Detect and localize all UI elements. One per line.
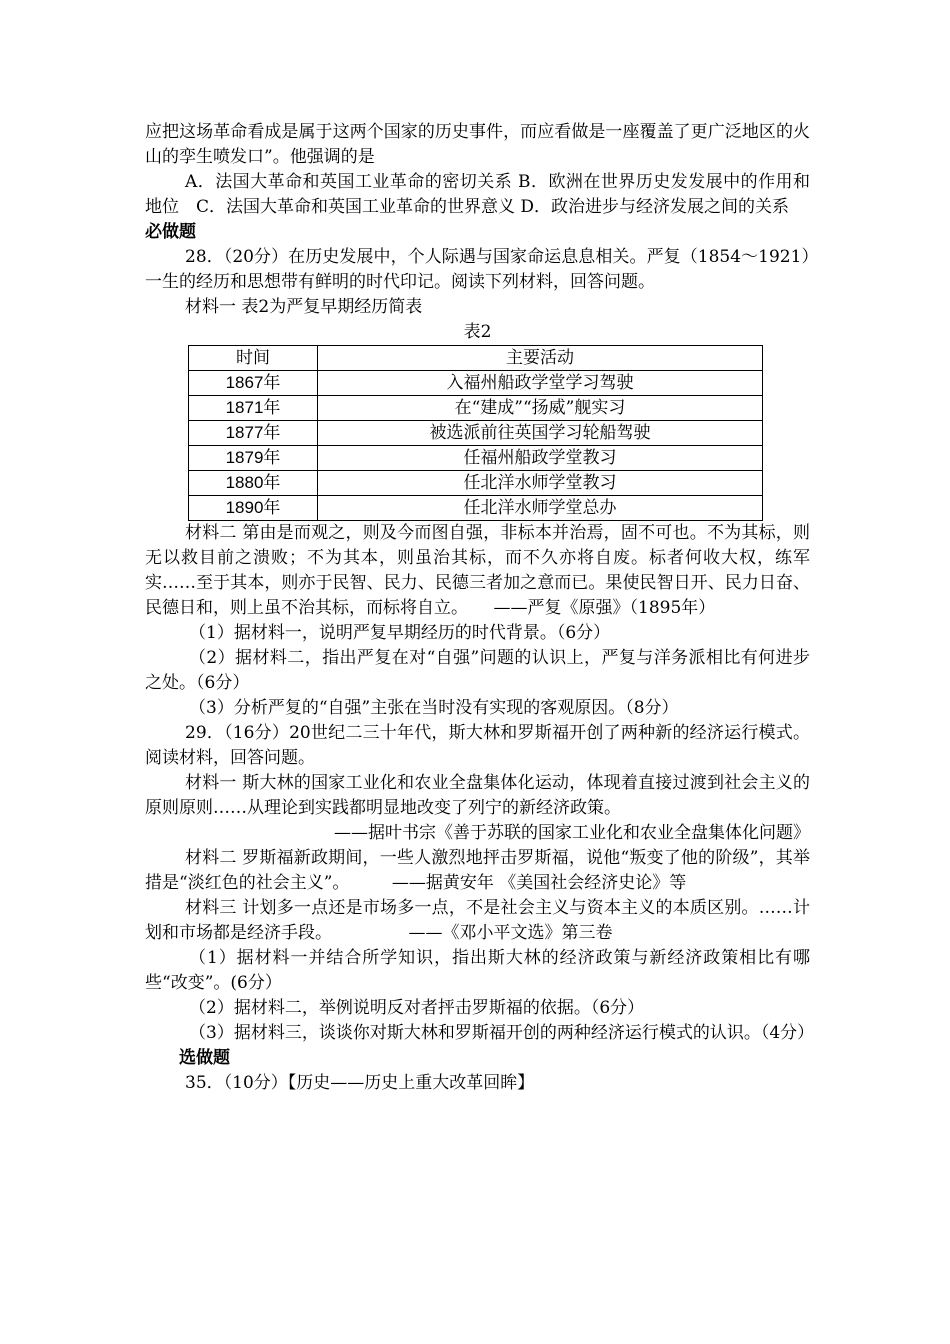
table-cell-activity: 任福州船政学堂教习 [318,446,763,471]
q29-material1-source: ——据叶书宗《善于苏联的国家工业化和农业全盘集体化问题》 [334,823,810,843]
table-cell-activity: 入福州船政学堂学习驾驶 [318,371,763,396]
table-cell-activity: 在“建成”“扬威”舰实习 [318,396,763,421]
q29-sub3: （3）据材料三，谈谈你对斯大林和罗斯福开创的两种经济运行模式的认识。（4分） [189,1023,815,1043]
table-cell-activity: 任北洋水师学堂总办 [318,496,763,521]
table-caption: 表2 [463,322,492,342]
table-cell-year: 1877年 [189,421,318,446]
table-cell-activity: 被选派前往英国学习轮船驾驶 [318,421,763,446]
table-row [189,371,763,396]
q29-material2: 材料二 罗斯福新政期间，一些人激烈地抨击罗斯福，说他“叛变了他的阶级”，其举措是“淡红色的社会主义”。 ——据黄安年 《美国社会经济史论》等 [145,848,810,893]
required-heading: 必做题 [145,222,196,242]
intro-options: A．法国大革命和英国工业革命的密切关系 B．欧洲在世界历史发发展中的作用和地位 C．法国大革命和英国工业革命的世界意义 D．政治进步与经济发展之间的关系 [145,172,810,217]
table-header-row [189,346,763,371]
table-cell-year: 1867年 [189,371,318,396]
table-row [189,471,763,496]
q28-material2: 材料二 第由是而观之，则及今而图自强，非标本并治焉，固不可也。不为其标，则无以救目前之溃败；不为其本，则虽治其标，而不久亦将自废。标者何收大权，练军实……至于其本，则亦于民智、民力、民德三者加之意而已。果使民智日开、民力日奋、民德日和，则上虽不治其标，而标将自立。 ——严复《原强》（1895年） [145,523,810,618]
table-row [189,446,763,471]
document-page [145,120,815,1096]
table-header-activity: 主要活动 [318,346,763,371]
table-cell-year: 1879年 [189,446,318,471]
table-cell-year: 1871年 [189,396,318,421]
optional-heading: 选做题 [179,1048,230,1068]
q29-stem: 29．（16分）20世纪二三十年代，斯大林和罗斯福开创了两种新的经济运行模式。阅读材料，回答问题。 [145,723,810,768]
q29-sub2: （2）据材料二，举例说明反对者抨击罗斯福的依据。（6分） [189,998,645,1018]
q29-material3: 材料三 计划多一点还是市场多一点，不是社会主义与资本主义的本质区别。……计划和市场都是经济手段。 ——《邓小平文选》第三卷 [145,898,810,943]
q35-stem: 35．（10分）【历史——历史上重大改革回眸】 [185,1073,535,1093]
q28-material1: 材料一 表2为严复早期经历简表 [185,297,423,317]
q28-sub1: （1）据材料一，说明严复早期经历的时代背景。（6分） [189,623,611,643]
q29-material1: 材料一 斯大林的国家工业化和农业全盘集体化运动，体现着直接过渡到社会主义的原则原则……从理论到实践都明显地改变了列宁的新经济政策。 [145,773,810,818]
table-row [189,396,763,421]
q28-sub3: （3）分析严复的“自强”主张在当时没有实现的客观原因。（8分） [189,698,679,718]
table-cell-activity: 任北洋水师学堂教习 [318,471,763,496]
experience-table [188,345,763,521]
q28-stem: 28．（20分）在历史发展中，个人际遇与国家命运息息相关。严复（1854～1921）一生的经历和思想带有鲜明的时代印记。阅读下列材料，回答问题。 [145,247,810,292]
table-cell-year: 1890年 [189,496,318,521]
q28-sub2: （2）据材料二，指出严复在对“自强”问题的认识上，严复与洋务派相比有何进步之处。（6分） [145,648,810,693]
table-row [189,421,763,446]
table-cell-year: 1880年 [189,471,318,496]
q29-sub1: （1）据材料一并结合所学知识，指出斯大林的经济政策与新经济政策相比有哪些“改变”。(6分） [145,948,810,993]
table-header-time: 时间 [189,346,318,371]
intro-text: 应把这场革命看成是属于这两个国家的历史事件，而应看做是一座覆盖了更广泛地区的火山的孪生喷发口”。他强调的是 [145,122,810,167]
table-row [189,496,763,521]
